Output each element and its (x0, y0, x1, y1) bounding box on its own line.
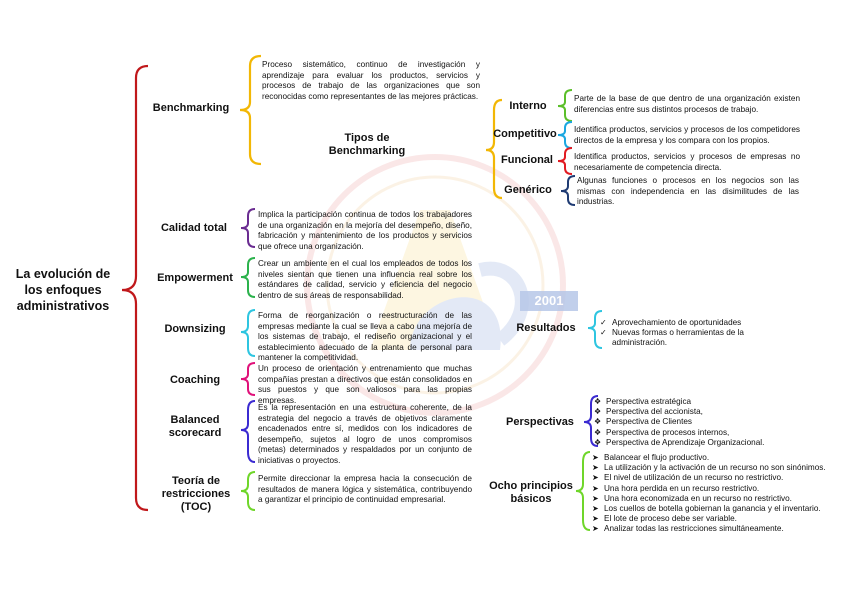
toc-text: Permite direccionar la empresa hacia la consecución de resultados de manera lógica y sistemática, contribuyendo a garantizar el principio de continuidad empresarial. (258, 474, 472, 504)
list-item: ➤ Balancear el flujo productivo. (592, 453, 710, 462)
list-item: ❖ Perspectiva estratégica (594, 397, 692, 406)
empowerment-text: Crear un ambiente en el cual los empleados de todos los niveles sientan que tienen una influencia real sobre los estándares de calidad, servicio y eficiencia del negocio dentro de sus áreas de responsabilidad. (258, 259, 472, 300)
list-item: ❖ Perspectiva de Aprendizaje Organizacional. (594, 437, 765, 447)
benchmarking-types-label: Tipos de Benchmarking (328, 132, 406, 157)
type-competitivo-label: Competitivo (493, 128, 557, 140)
coaching-label: Coaching (169, 374, 221, 386)
empowerment-label: Empowerment (157, 272, 233, 284)
list-item: ➤ Una hora economizada en un recurso no restrictivo. (592, 493, 792, 503)
calidad-text: Implica la participación continua de todos los trabajadores de una organización en la mejoría del desempeño, diseño, fabricación y mantenimiento de los productos y servicios que ofrece una organización. (258, 210, 472, 251)
resultados-list (600, 318, 800, 349)
list-item: ✓ Aprovechamiento de oportunidades (600, 318, 742, 327)
type-generico-text: Algunas funciones o procesos en los negocios son las mismas con independencia en las disimilitudes de las industrias. (577, 176, 799, 206)
list-item: ❖ Perspectiva de procesos internos, (594, 427, 730, 437)
list-item: ❖ Perspectiva del accionista, (594, 407, 703, 417)
perspectivas-list (594, 397, 804, 448)
watermark-year: 2001 (520, 291, 578, 311)
principios-label: Ocho principios básicos (489, 480, 573, 505)
perspectivas-label: Perspectivas (506, 416, 574, 428)
list-item: ✓ Nuevas formas o herramientas de la administración. (600, 328, 744, 348)
list-item: ➤ El lote de proceso debe ser variable. (592, 514, 737, 524)
list-item: ➤ Una hora perdida en un recurso restrictivo. (592, 483, 760, 493)
coaching-text: Un proceso de orientación y entrenamiento que muchas compañías prestan a directivos que están consolidados en sus puestos y que son valiosos para las propias empresas. (258, 364, 472, 405)
downsizing-label: Downsizing (164, 323, 226, 335)
benchmarking-text: Proceso sistemático, continuo de investigación y aprendizaje para evaluar los productos, servicios y procesos de trabajo de las organizaciones que son reconocidas como representantes de las mejores prácticas. (262, 60, 480, 101)
principios-list (592, 453, 842, 535)
benchmarking-label: Benchmarking (152, 102, 230, 114)
list-item: ➤ Los cuellos de botella gobiernan la ganancia y el inventario. (592, 504, 821, 514)
type-competitivo-text: Identifica productos, servicios y procesos de los competidores directos de la empresa y los compara con los propios. (574, 125, 800, 145)
downsizing-text: Forma de reorganización o reestructuración de las empresas mediante la cual se lleva a cabo una mejoría de los sistemas de trabajo, el rediseño organizacional y el establecimiento adecuado de la planta de personal para mantener la competitividad. (258, 311, 472, 362)
type-funcional-label: Funcional (501, 154, 553, 166)
balanced-label: Balanced scorecard (168, 414, 222, 439)
list-item: ❖ Perspectiva de Clientes (594, 417, 693, 427)
list-item: ➤ El nivel de utilización de un recurso no restrictivo. (592, 473, 784, 483)
type-generico-label: Genérico (504, 184, 552, 196)
type-funcional-text: Identifica productos, servicios y procesos de empresas no necesariamente de competencia directa. (574, 152, 800, 172)
list-item: ➤ La utilización y la activación de un recurso no son sinónimos. (592, 463, 826, 473)
list-item: ➤ Analizar todas las restricciones simultáneamente. (592, 524, 784, 534)
toc-label: Teoría de restricciones (TOC) (161, 475, 231, 513)
balanced-text: Es la representación en una estructura coherente, de la estrategia del negocio a través de objetivos claramente encadenados entre sí, medidos con los indicadores de desempeño, sujetos al logro de unos compromisos (metas) determinados y respaldados por un conjunto de iniciativas o proyectos. (258, 403, 472, 465)
root-title: La evolución de los enfoques administrativos (15, 267, 111, 313)
resultados-label: Resultados (516, 322, 576, 334)
type-interno-label: Interno (509, 100, 547, 112)
calidad-label: Calidad total (160, 222, 227, 234)
type-interno-text: Parte de la base de que dentro de una organización existen diferencias entre sus distintos procesos de trabajo. (574, 94, 800, 114)
